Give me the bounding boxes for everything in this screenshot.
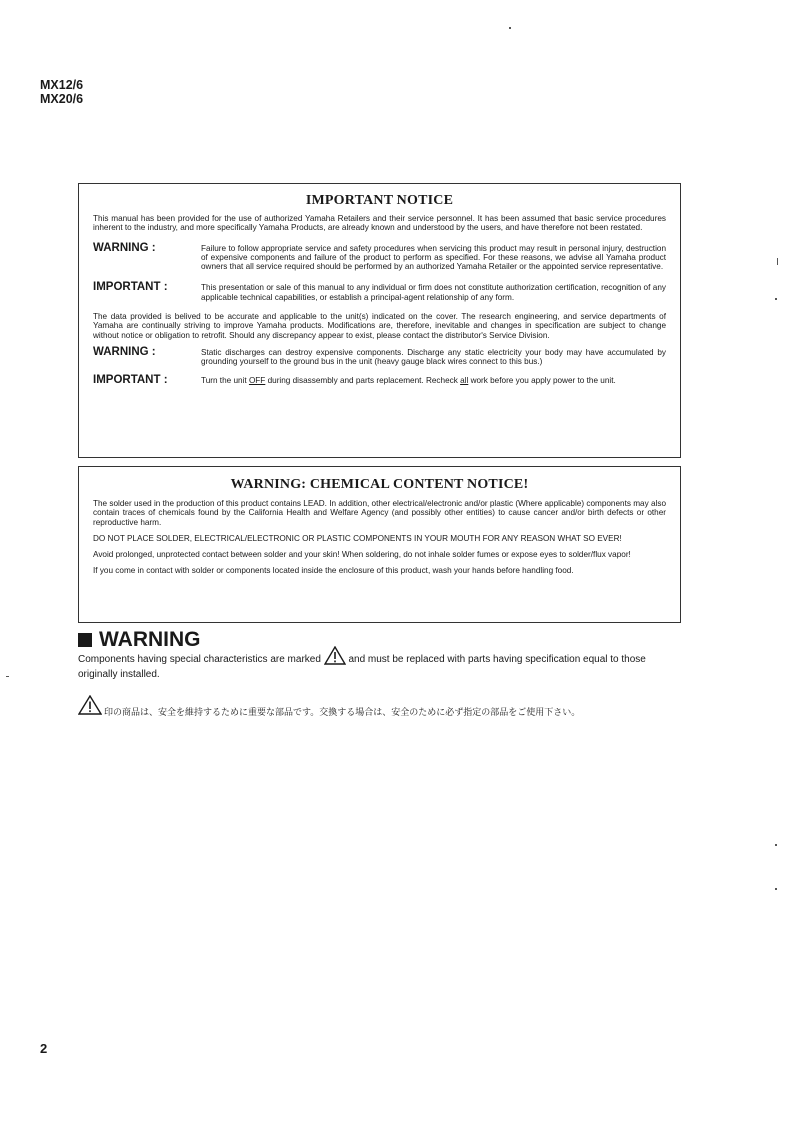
notice-intro: This manual has been provided for the use of authorized Yamaha Retailers and their service personnel. It has been assumed that basic service procedures inherent to the industry, and more specifically Yamaha Products, are already known and understood by the users, and have therefore not been restated. <box>93 214 666 233</box>
chemical-paragraph-2: DO NOT PLACE SOLDER, ELECTRICAL/ELECTRONIC OR PLASTIC COMPONENTS IN YOUR MOUTH FOR ANY REASON WHAT SO EVER! <box>93 533 622 543</box>
warning-row-1 <box>93 242 666 272</box>
model-1: MX12/6 <box>40 78 84 92</box>
scan-speck <box>775 888 777 890</box>
scan-speck <box>777 258 778 265</box>
important-text-1: This presentation or sale of this manual to any individual or firm does not constitute authorization certification, recognition of any applicable technical capabilities, or establish a principal-agent relationship of any form. <box>201 283 666 302</box>
important-text-2 <box>201 374 666 385</box>
important-notice-title: IMPORTANT NOTICE <box>305 193 454 208</box>
scan-speck <box>775 844 777 846</box>
japanese-warning <box>78 695 580 718</box>
warning-triangle-icon <box>324 646 346 669</box>
scan-speck <box>509 27 511 29</box>
warning-row-2 <box>93 346 666 367</box>
scan-speck <box>6 676 9 677</box>
warning-description <box>78 646 688 680</box>
warning-label-1: WARNING : <box>93 241 156 254</box>
warning-text-1: Failure to follow appropriate service and safety procedures when servicing this product may result in personal injury, destruction of expensive components and failure of the product to perform as specified. For these reasons, we advise all Yamaha product owners that all service required should be performed by an authorized Yamaha Retailer or the appointed service representative. <box>201 243 666 272</box>
japanese-warning-text: 印の商品は、安全を維持するために重要な部品です。交換する場合は、安全のために必ず指定の部品をご使用下さい。 <box>104 708 581 718</box>
warning-label-2: WARNING : <box>93 345 156 358</box>
page-number: 2 <box>40 1041 48 1056</box>
important-label-2: IMPORTANT : <box>93 373 168 386</box>
warning-triangle-icon-jp <box>78 695 102 718</box>
warning-line-post: and must be replaced with parts having specification equal to those originally installed. <box>78 654 646 680</box>
chemical-notice-box <box>78 466 681 623</box>
model-numbers <box>40 78 83 106</box>
important-text-2-post: work before you apply power to the unit. <box>468 375 616 385</box>
important-text-2-all: all <box>460 375 469 385</box>
important-row-2 <box>93 374 666 394</box>
warning-square-icon <box>78 633 92 647</box>
chemical-paragraph-3: Avoid prolonged, unprotected contact between solder and your skin! When soldering, do not inhale solder fumes or expose eyes to solder/flux vapor! <box>93 550 631 560</box>
important-row-1 <box>93 281 666 302</box>
warning-text-2: Static discharges can destroy expensive components. Discharge any static electricity your body may have accumulated by grounding yourself to the ground bus in the unit (heavy gauge black wires connect to this bus.) <box>201 347 666 367</box>
warning-line-pre: Components having special characteristics are marked <box>78 654 321 665</box>
important-label-1: IMPORTANT : <box>93 281 168 294</box>
important-text-2-mid: during disassembly and parts replacement. Recheck <box>265 375 461 385</box>
data-accuracy-paragraph: The data provided is belived to be accurate and applicable to the unit(s) indicated on the cover. The research engineering, and service departments of Yamaha are continually striving to improve Yamaha products. Modifications are, therefore, inevitable and changes in specification are subject to change without notice or obligation to retrofit. Should any discrepancy appear to exist, please contact the distributor's Service Division. <box>93 312 666 340</box>
chemical-notice-title: WARNING: CHEMICAL CONTENT NOTICE! <box>230 477 529 492</box>
scan-speck <box>775 298 777 300</box>
model-2: MX20/6 <box>40 92 84 106</box>
chemical-paragraph-1: The solder used in the production of this product contains LEAD. In addition, other electrical/electronic and/or plastic (Where applicable) components may also contain traces of chemicals found by the California Health and Welfare Agency (and possibly other entities) to cause cancer and/or birth defects or other reproductive harm. <box>93 499 666 527</box>
chemical-paragraph-4: If you come in contact with solder or components located inside the enclosure of this product, wash your hands before handling food. <box>93 566 574 576</box>
warning-heading-text: WARNING <box>99 628 201 651</box>
important-notice-box <box>78 183 681 458</box>
important-text-2-pre: Turn the unit <box>201 375 249 385</box>
important-text-2-off: OFF <box>248 375 266 385</box>
